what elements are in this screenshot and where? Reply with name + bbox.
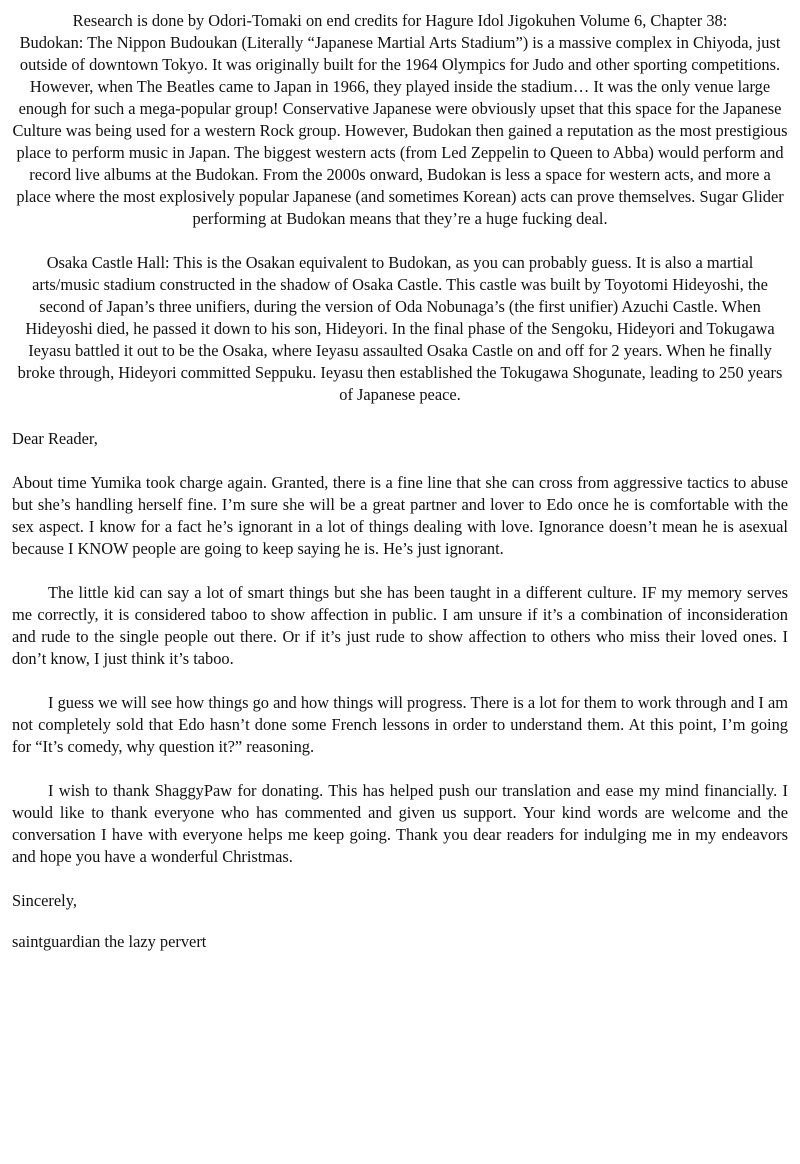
- letter-paragraph-3: I guess we will see how things go and how things will progress. There is a lot for them to work through and I am not completely sold that Edo hasn’t done some French lessons in order to understand them. At this point, I’m going for “It’s comedy, why question it?” reasoning.: [12, 693, 788, 756]
- letter-paragraph-4: I wish to thank ShaggyPaw for donating. This has helped push our translation and ease my mind financially. I would like to thank everyone who has commented and given us support. Your kind words are welcome and the conversation I have with everyone helps me keep going. Thank you dear readers for indulging me in my endeavors and hope you have a wonderful Christmas.: [12, 781, 788, 866]
- research-credit: Research is done by Odori-Tomaki on end credits for Hagure Idol Jigokuhen Volume 6, Chapter 38:: [72, 11, 728, 30]
- letter-paragraph-2: The little kid can say a lot of smart things but she has been taught in a different culture. IF my memory serves me correctly, it is considered taboo to show affection in public. I am unsure if it’s a combination of inconsideration and rude to the single people out there. Or if it’s just rude to show affection to others who miss their loved ones. I don’t know, I just think it’s taboo.: [12, 583, 788, 668]
- note-budokan: Budokan: The Nippon Budoukan (Literally “Japanese Martial Arts Stadium”) is a massive complex in Chiyoda, just outside of downtown Tokyo. It was originally built for the 1964 Olympics for Judo and other sporting competitions. However, when The Beatles came to Japan in 1966, they played inside the stadium… It was the only venue large enough for such a mega-popular group! Conservative Japanese were obviously upset that this space for the Japanese Culture was being used for a western Rock group. However, Budokan then gained a reputation as the most prestigious place to perform music in Japan. The biggest western acts (from Led Zeppelin to Queen to Abba) would perform and record live albums at the Budokan. From the 2000s onward, Budokan is less a space for western acts, and more a place where the most explosively popular Japanese (and sometimes Korean) acts can prove themselves. Sugar Glider performing at Budokan means that they’re a huge fucking deal.: [12, 33, 788, 228]
- letter-greeting: Dear Reader,: [12, 429, 98, 448]
- translation-notes: [12, 10, 788, 406]
- letter: [12, 428, 788, 953]
- letter-signature: saintguardian the lazy pervert: [12, 932, 207, 951]
- letter-closing: Sincerely,: [12, 891, 77, 910]
- letter-paragraph-1: About time Yumika took charge again. Granted, there is a fine line that she can cross from aggressive tactics to abuse but she’s handling herself fine. I’m sure she will be a great partner and lover to Edo once he is comfortable with the sex aspect. I know for a fact he’s ignorant in a lot of things dealing with love. Ignorance doesn’t mean he is asexual because I KNOW people are going to keep saying he is. He’s just ignorant.: [12, 473, 788, 558]
- note-osaka-castle-hall: Osaka Castle Hall: This is the Osakan equivalent to Budokan, as you can probably guess. It is also a martial arts/music stadium constructed in the shadow of Osaka Castle. This castle was built by Toyotomi Hideyoshi, the second of Japan’s three unifiers, during the version of Oda Nobunaga’s (the first unifier) Azuchi Castle. When Hideyoshi died, he passed it down to his son, Hideyori. In the final phase of the Sengoku, Hideyori and Tokugawa Ieyasu battled it out to be the Osaka, where Ieyasu assaulted Osaka Castle on and off for 2 years. When he finally broke through, Hideyori committed Seppuku. Ieyasu then established the Tokugawa Shogunate, leading to 250 years of Japanese peace.: [17, 253, 783, 404]
- document-page: [12, 10, 788, 975]
